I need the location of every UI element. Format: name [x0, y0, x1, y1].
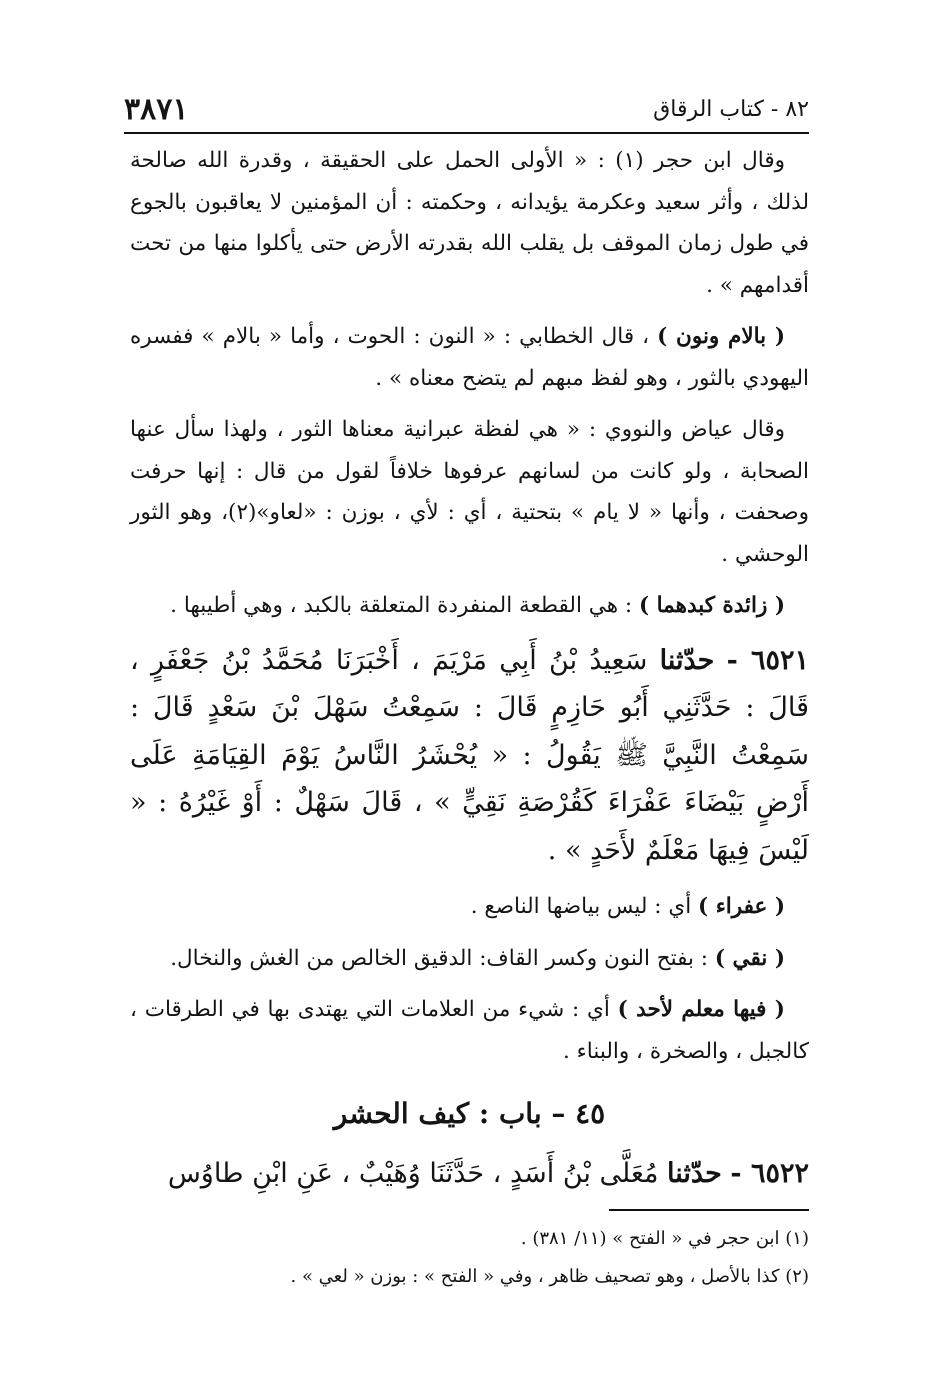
hadith-number: ٦٥٢١ -: [726, 644, 809, 676]
hadith-lead: حدّثنا: [659, 644, 715, 676]
paragraph-text: وقال عياض والنووي : « هي لفظة عبرانية معناها الثور ، ولهذا سأل عنها الصحابة ، ولو كانت من لسانهم عرفوها خلافاً لقول من قال : إنها حرفت وصحفت ، وأنها « لا يام » بتحتية ، أي : لأي ، بوزن : «لعاو»(٢)، وهو الثور الوحشي .: [130, 417, 809, 567]
gloss-text: أي : ليس بياضها الناصع .: [470, 894, 699, 919]
hadith-6521: [130, 637, 809, 875]
gloss-lead: ( نقي ): [714, 945, 785, 971]
gloss-lead: ( فيها معلم لأحد ): [617, 997, 785, 1022]
paragraph-text: : هي القطعة المنفردة المتعلقة بالكبد ، وهي أطيبها .: [170, 593, 639, 618]
hadith-number: ٦٥٢٢ -: [730, 1158, 809, 1189]
hadith-lead: حدّثنا: [667, 1158, 722, 1189]
paragraph-balam-wanun: [130, 316, 809, 399]
body-text: [130, 140, 809, 1210]
gloss-text: : بفتح النون وكسر القاف: الدقيق الخالص من الغش والنخال.: [170, 945, 715, 971]
hadith-text: مُعَلَّى بْنُ أَسَدٍ ، حَدَّثَنَا وُهَيْبٌ ، عَنِ ابْنِ طاوُس: [167, 1158, 668, 1189]
running-header: [124, 86, 809, 134]
page-number: ٣٨٧١: [124, 91, 189, 127]
chapter-title: ٨٢ - كتاب الرقاق: [653, 96, 809, 122]
paragraph-iyad-nawawi: [130, 409, 809, 575]
footnote-2: (٢) كذا بالأصل ، وهو تصحيف ظاهر ، وفي « الفتح » : بوزن « لعي » .: [290, 1266, 809, 1287]
footnotes: [130, 1222, 809, 1298]
paragraph-text: وقال ابن حجر (١) : « الأولى الحمل على الحقيقة ، وقدرة الله صالحة لذلك ، وأثر سعيد وعكرمة يؤيدانه ، وحكمته : أن المؤمنين لا يعاقبون بالجوع في طول زمان الموقف بل يقلب الله بقدرته الأرض حتى يأكلوا منها من تحت أقدامهم » .: [130, 148, 809, 298]
footnote-1: (١) ابن حجر في « الفتح » (١١/ ٣٨١) .: [520, 1228, 809, 1249]
gloss-text: أي : شيء من العلامات التي يهتدى بها في الطرقات ، كالجبل ، والصخرة ، والبناء .: [130, 997, 809, 1064]
hadith-6522: [130, 1150, 809, 1198]
gloss-naqi: [130, 938, 809, 980]
paragraph-ibn-hajar: [130, 140, 809, 306]
gloss-malam: [130, 989, 809, 1072]
hadith-text: سَعِيدُ بْنُ أَبِي مَرْيَمَ ، أَخْبَرَنَا مُحَمَّدُ بْنُ جَعْفَرٍ ، قَالَ : حَدَّثَنِي أَبُو حَازِمٍ قَالَ : سَمِعْتُ سَهْلَ بْنَ سَعْدٍ قَالَ : سَمِعْتُ النَّبِيَّ ﷺ يَقُولُ : « يُحْشَرُ النَّاسُ يَوْمَ القِيَامَةِ عَلَى أَرْضٍ بَيْضَاءَ عَفْرَاءَ كَقُرْصَةِ نَقِيٍّ » ، قَالَ سَهْلٌ : أَوْ غَيْرُهُ : « لَيْسَ فِيهَا مَعْلَمٌ لأَحَدٍ » .: [130, 644, 809, 866]
gloss-lead: ( عفراء ): [698, 894, 785, 919]
paragraph-zaidat-kabid: [130, 585, 809, 627]
footnote-divider: [609, 1209, 809, 1211]
gloss-afra: [130, 886, 809, 928]
paragraph-lead: ( بالام ونون ): [657, 324, 785, 349]
chapter-heading: ٤٥ – باب : كيف الحشر: [333, 1097, 606, 1130]
paragraph-lead: ( زائدة كبدهما ): [638, 593, 785, 618]
paragraph-text: ، قال الخطابي : « النون : الحوت ، وأما « بالام » ففسره اليهودي بالثور ، وهو لفظ مبهم لم يتضح معناه » .: [130, 324, 809, 391]
